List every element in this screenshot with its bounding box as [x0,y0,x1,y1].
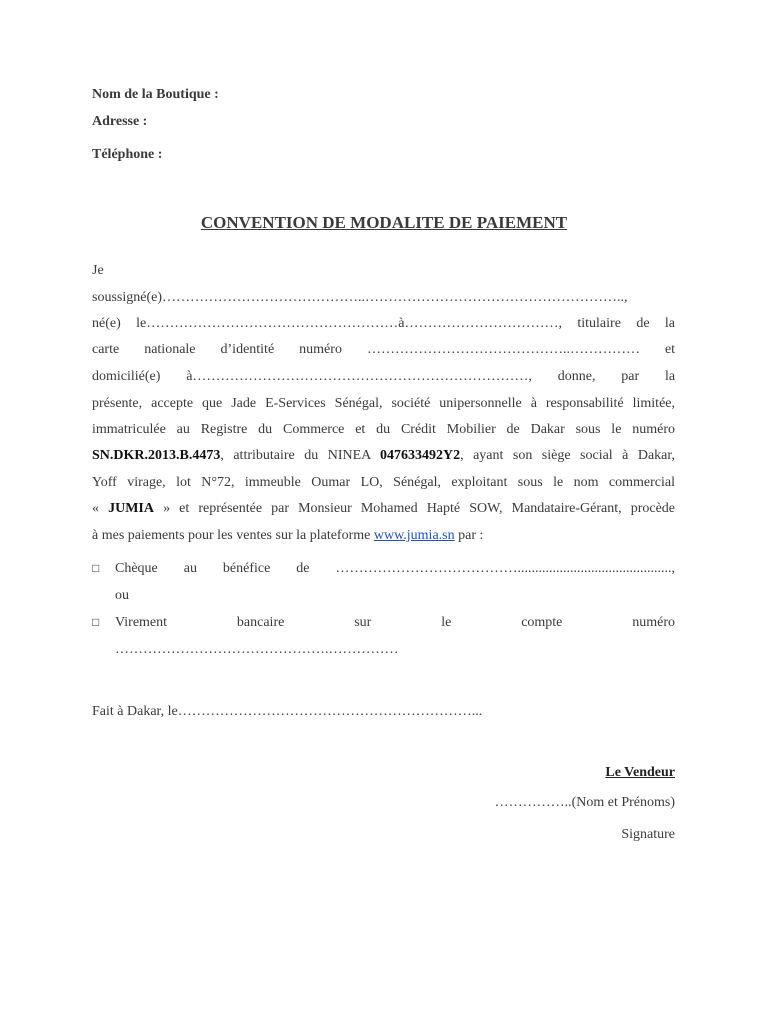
body-line-3: né(e) le………………………………………………à……………………………, titulaire de la [92,316,676,331]
jumia-link[interactable]: www.jumia.sn [373,528,455,543]
seller-label: Le Vendeur [605,765,675,780]
place-date: Fait à Dakar, le………………………………………………………... [92,704,483,719]
body-line-5: domicilié(e) à………………………………………………………………, donne, par la [92,369,676,384]
ninea-number: 047633492Y2 [379,448,461,463]
body-line-6: présente, accepte que Jade E-Services Sénégal, société unipersonnelle à responsabilité limitée, [92,396,675,411]
body-line-8: SN.DKR.2013.B.4473, attributaire du NINEA 047633492Y2, ayant son siège social à Dakar, [92,448,676,463]
brand-name: JUMIA [108,501,154,516]
option-transfer [92,615,675,633]
option-transfer-label: Virement bancaire sur le compte numéro [115,615,676,630]
document-title: CONVENTION DE MODALITE DE PAIEMENT [200,213,568,232]
phone-label: Téléphone : [92,147,163,162]
option-or: ou [115,588,129,603]
name-line: ……………..(Nom et Prénoms) [494,795,675,810]
checkbox-transfer[interactable]: □ [92,615,100,629]
body-line-2: soussigné(e)……………………………………..……………………………………………….., [92,290,628,305]
body-line-11: à mes paiements pour les ventes sur la plateforme www.jumia.sn par : [92,528,484,543]
signature-label: Signature [621,827,675,842]
body-line-1: Je [92,263,104,278]
option-cheque [92,561,675,579]
checkbox-cheque[interactable]: □ [92,561,100,575]
rc-number: SN.DKR.2013.B.4473 [92,448,221,463]
body-line-10: « JUMIA » et représentée par Monsieur Mohamed Hapté SOW, Mandataire-Gérant, procède [92,501,676,516]
body-line-9: Yoff virage, lot N°72, immeuble Oumar LO, Sénégal, exploitant sous le nom commercial [92,475,675,490]
shop-name-label: Nom de la Boutique : [92,87,219,102]
body-line-7: immatriculée au Registre du Commerce et du Crédit Mobilier de Dakar sous le numéro [92,422,675,437]
address-label: Adresse : [92,114,148,129]
option-cheque-label: Chèque au bénéfice de …………………………………............................................, [115,561,675,576]
account-number-dots: ……………………………………….…………… [115,642,399,657]
body-line-4: carte nationale d’identité numéro ……………………………………..…………… et [92,342,676,357]
